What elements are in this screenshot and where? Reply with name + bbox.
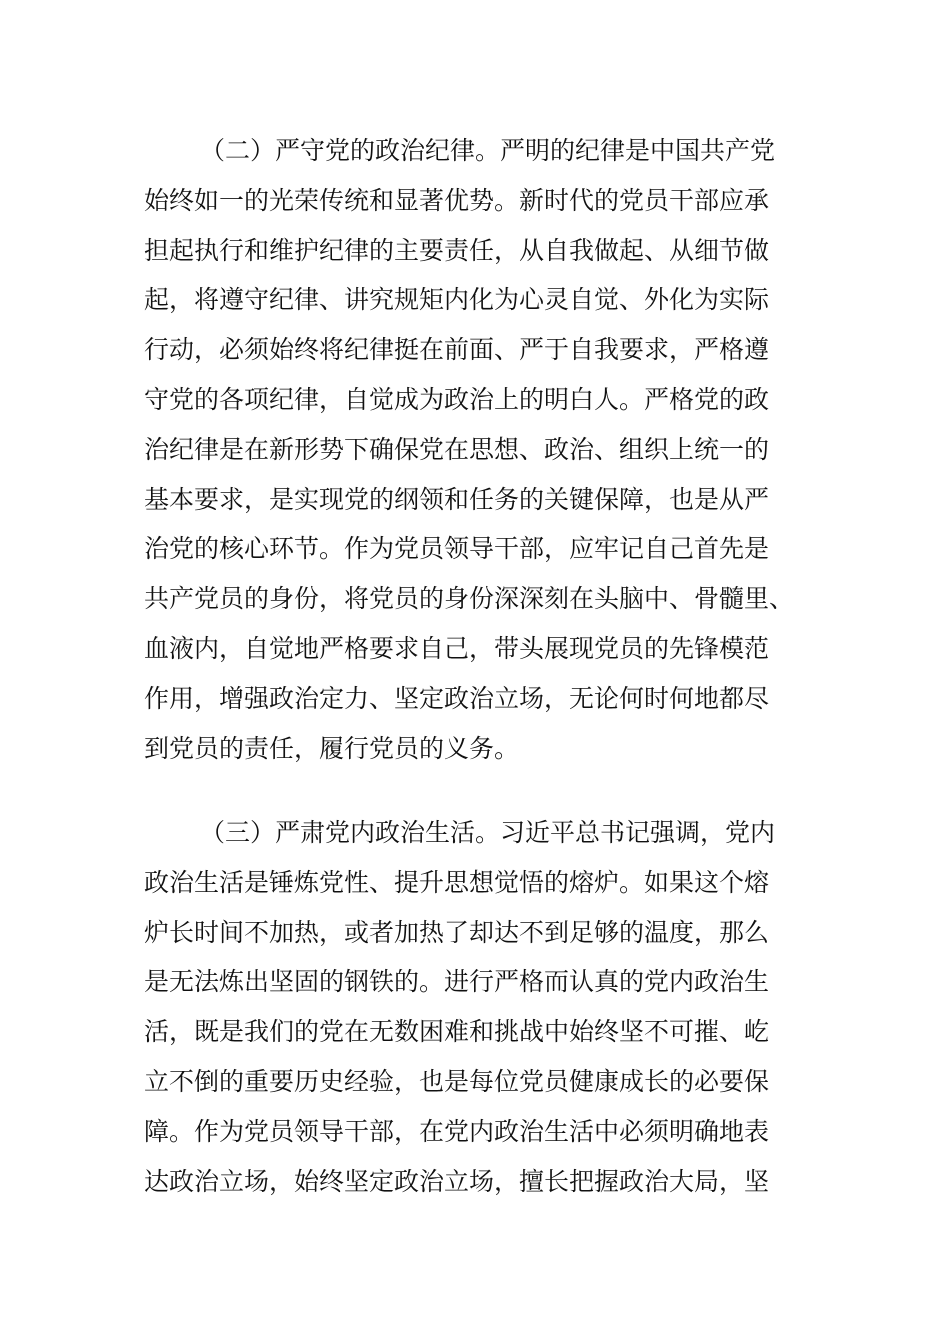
text-line: 担起执行和维护纪律的主要责任，从自我做起、从细节做 bbox=[144, 235, 770, 265]
text-line: 障。作为党员领导干部，在党内政治生活中必须明确地表 bbox=[144, 1116, 770, 1146]
text-line: 基本要求，是实现党的纲领和任务的关键保障，也是从严 bbox=[144, 484, 770, 514]
text-line: 炉长时间不加热，或者加热了却达不到足够的温度，那么 bbox=[144, 917, 770, 947]
text-line: 政治生活是锤炼党性、提升思想觉悟的熔炉。如果这个熔 bbox=[144, 867, 770, 897]
text-line: 始终如一的光荣传统和显著优势。新时代的党员干部应承 bbox=[144, 185, 770, 215]
text-line: 治纪律是在新形势下确保党在思想、政治、组织上统一的 bbox=[144, 434, 770, 464]
text-line: （三）严肃党内政治生活。习近平总书记强调，党内 bbox=[200, 818, 776, 847]
text-line: 活，既是我们的党在无数困难和挑战中始终坚不可摧、屹 bbox=[144, 1017, 770, 1047]
text-line: 共产党员的身份，将党员的身份深深刻在头脑中、骨髓里、 bbox=[144, 584, 795, 614]
text-line: 立不倒的重要历史经验，也是每位党员健康成长的必要保 bbox=[144, 1066, 770, 1096]
text-line: 血液内，自觉地严格要求自己，带头展现党员的先锋模范 bbox=[144, 633, 770, 663]
text-line: （二）严守党的政治纪律。严明的纪律是中国共产党 bbox=[200, 136, 776, 165]
text-line: 是无法炼出坚固的钢铁的。进行严格而认真的党内政治生 bbox=[144, 967, 770, 997]
text-line: 作用，增强政治定力、坚定政治立场，无论何时何地都尽 bbox=[144, 683, 770, 713]
paragraph-political-discipline bbox=[144, 126, 794, 773]
text-line: 守党的各项纪律，自觉成为政治上的明白人。严格党的政 bbox=[144, 384, 770, 414]
text-line: 到党员的责任，履行党员的义务。 bbox=[144, 733, 520, 763]
text-line: 行动，必须始终将纪律挺在前面、严于自我要求，严格遵 bbox=[144, 335, 770, 365]
text-line: 治党的核心环节。作为党员领导干部，应牢记自己首先是 bbox=[144, 534, 770, 564]
text-line: 起，将遵守纪律、讲究规矩内化为心灵自觉、外化为实际 bbox=[144, 285, 770, 315]
text-line: 达政治立场，始终坚定政治立场，擅长把握政治大局，坚 bbox=[144, 1166, 770, 1196]
paragraph-political-life bbox=[144, 808, 794, 1206]
